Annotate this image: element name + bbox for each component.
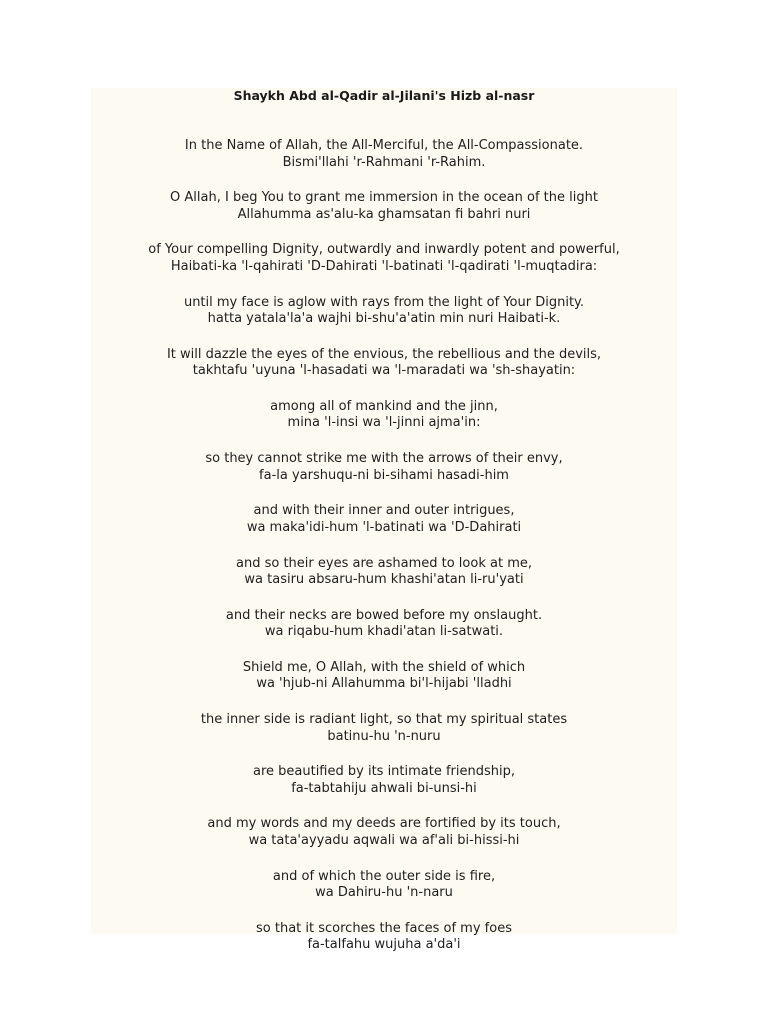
english-line: the inner side is radiant light, so that my spiritual states <box>200 712 568 728</box>
transliteration-line: batinu-hu 'n-nuru <box>327 728 441 744</box>
english-line: O Allah, I beg You to grant me immersion in the ocean of the light <box>170 190 598 206</box>
transliteration-line: wa 'hjub-ni Allahumma bi'l-hijabi 'lladhi <box>256 676 512 692</box>
english-line: It will dazzle the eyes of the envious, the rebellious and the devils, <box>166 346 602 362</box>
stanza <box>91 347 677 399</box>
transliteration-line: wa tata'ayyadu aqwali wa af'ali bi-hissi-hi <box>248 832 520 848</box>
stanza <box>91 503 677 555</box>
english-line: In the Name of Allah, the All-Merciful, the All-Compassionate. <box>184 138 584 153</box>
transliteration-line: hatta yatala'la'a wajhi bi-shu'a'atin min nuri Haibati-k. <box>207 311 561 327</box>
stanza <box>91 816 677 868</box>
english-line: of Your compelling Dignity, outwardly and inwardly potent and powerful, <box>148 242 620 258</box>
english-line: and so their eyes are ashamed to look at me, <box>236 555 532 571</box>
transliteration-line: fa-tabtahiju ahwali bi-unsi-hi <box>291 780 477 796</box>
english-line: and my words and my deeds are fortified by its touch, <box>207 816 561 832</box>
english-line: Shield me, O Allah, with the shield of which <box>242 659 526 675</box>
stanza <box>91 399 677 451</box>
stanza <box>91 556 677 608</box>
stanza <box>91 660 677 712</box>
document-page <box>91 88 677 953</box>
transliteration-line: mina 'l-insi wa 'l-jinni ajma'in: <box>287 415 481 431</box>
transliteration-line: Haibati-ka 'l-qahirati 'D-Dahirati 'l-batinati 'l-qadirati 'l-muqtadira: <box>170 258 598 274</box>
stanza <box>91 921 677 973</box>
stanza <box>91 712 677 764</box>
transliteration-line: wa maka'idi-hum 'l-batinati wa 'D-Dahirati <box>246 519 522 535</box>
transliteration-line: wa Dahiru-hu 'n-naru <box>315 885 453 901</box>
stanza <box>91 138 677 190</box>
stanza <box>91 869 677 921</box>
document-title: Shaykh Abd al-Qadir al-Jilani's Hizb al-nasr <box>233 88 535 103</box>
stanza <box>91 608 677 660</box>
stanza <box>91 190 677 242</box>
english-line: and their necks are bowed before my onslaught. <box>225 607 543 623</box>
english-line: and with their inner and outer intrigues, <box>253 503 515 519</box>
transliteration-line: takhtafu 'uyuna 'l-hasadati wa 'l-maradati wa 'sh-shayatin: <box>192 363 576 379</box>
english-line: until my face is aglow with rays from the light of Your Dignity. <box>183 294 585 310</box>
transliteration-line: wa tasiru absaru-hum khashi'atan li-ru'yati <box>244 572 524 587</box>
english-line: and of which the outer side is fire, <box>272 868 496 884</box>
stanza <box>91 451 677 503</box>
transliteration-line: wa riqabu-hum khadi'atan li-satwati. <box>264 624 504 640</box>
english-line: among all of mankind and the jinn, <box>270 398 498 414</box>
stanza-list <box>91 138 677 973</box>
stanza <box>91 295 677 347</box>
english-line: so they cannot strike me with the arrows of their envy, <box>205 451 563 467</box>
stanza <box>91 242 677 294</box>
english-line: so that it scorches the faces of my foes <box>256 920 512 936</box>
transliteration-line: Allahumma as'alu-ka ghamsatan fi bahri nuri <box>237 206 531 222</box>
transliteration-line: fa-la yarshuqu-ni bi-sihami hasadi-him <box>259 467 509 483</box>
english-line: are beautified by its intimate friendship, <box>252 764 516 780</box>
transliteration-line: fa-talfahu wujuha a'da'i <box>307 937 461 953</box>
transliteration-line: Bismi'llahi 'r-Rahmani 'r-Rahim. <box>282 154 486 170</box>
stanza <box>91 764 677 816</box>
